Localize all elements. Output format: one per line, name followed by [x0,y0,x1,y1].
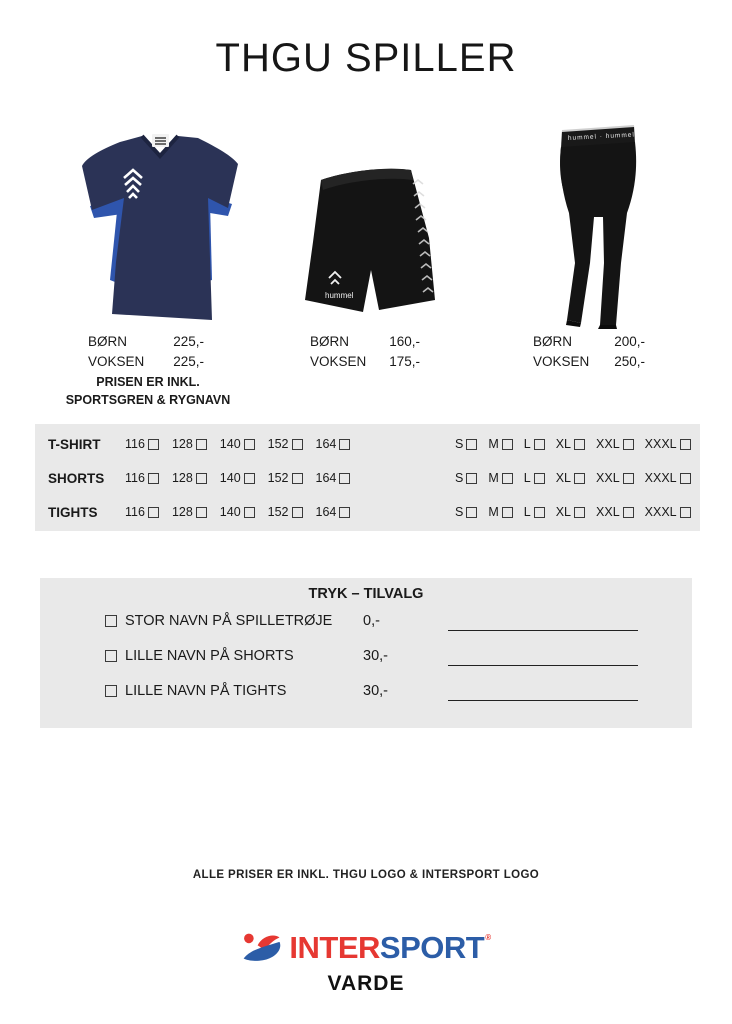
price-label: BØRN [533,334,573,349]
print-option-price: 30,- [363,648,388,664]
size-row-label: SHORTS [48,470,105,486]
footer-note: ALLE PRISER ER INKL. THGU LOGO & INTERSPORT LOGO [192,869,540,881]
checkbox-icon[interactable] [292,473,303,484]
checkbox-icon[interactable] [534,439,545,450]
checkbox-icon[interactable] [196,507,207,518]
intersport-swoosh-icon [241,930,283,966]
size-option[interactable]: 164 [316,471,351,485]
checkbox-icon[interactable] [292,507,303,518]
size-option[interactable]: XXXL [645,437,691,451]
checkbox-icon[interactable] [105,615,117,627]
size-option[interactable]: XL [556,505,585,519]
size-selection-table [35,424,700,531]
size-option[interactable]: 140 [220,505,255,519]
checkbox-icon[interactable] [680,439,691,450]
brand-word-inter: INTER [289,930,380,965]
price-row [310,332,420,352]
price-row [88,332,204,352]
size-option[interactable]: XXXL [645,505,691,519]
tights-product-image [524,113,672,332]
checkbox-icon[interactable] [534,507,545,518]
checkbox-icon[interactable] [680,507,691,518]
checkbox-icon[interactable] [574,507,585,518]
tights-price-block [533,332,645,372]
print-option-row [40,645,692,667]
checkbox-icon[interactable] [339,507,350,518]
checkbox-icon[interactable] [244,473,255,484]
print-option-label: STOR NAVN PÅ SPILLETRØJE [125,613,333,629]
price-value: 200,- [614,334,645,349]
kid-sizes-group [125,471,397,485]
tshirt-price-note [58,373,238,409]
checkbox-icon[interactable] [196,473,207,484]
size-option[interactable]: XL [556,471,585,485]
name-entry-line[interactable] [448,612,638,631]
print-option-price: 30,- [363,683,388,699]
checkbox-icon[interactable] [466,507,477,518]
shorts-product-image [283,150,459,334]
checkbox-icon[interactable] [534,473,545,484]
size-row-shorts [48,468,688,488]
size-option[interactable]: 164 [316,437,351,451]
checkbox-icon[interactable] [574,473,585,484]
shorts-price-block [310,332,420,372]
tshirt-price-block [88,332,204,372]
price-label: VOKSEN [533,354,590,369]
checkbox-icon[interactable] [466,439,477,450]
size-row-label: TIGHTS [48,504,98,520]
checkbox-icon[interactable] [148,507,159,518]
size-option[interactable]: 140 [220,471,255,485]
size-option[interactable]: XXL [596,471,634,485]
price-value: 250,- [614,354,645,369]
checkbox-icon[interactable] [623,473,634,484]
checkbox-icon[interactable] [196,439,207,450]
checkbox-icon[interactable] [623,439,634,450]
size-option[interactable]: XXL [596,437,634,451]
checkbox-icon[interactable] [244,507,255,518]
checkbox-icon[interactable] [339,439,350,450]
print-option-label: LILLE NAVN PÅ SHORTS [125,648,294,664]
checkbox-icon[interactable] [574,439,585,450]
size-option[interactable]: S [455,471,477,485]
checkbox-icon[interactable] [292,439,303,450]
size-option[interactable]: M [488,505,512,519]
size-option[interactable]: 116 [125,471,159,485]
name-entry-line[interactable] [448,682,638,701]
print-option-price: 0,- [363,613,380,629]
store-name: VARDE [327,972,405,995]
price-value: 175,- [389,354,420,369]
size-option[interactable]: S [455,505,477,519]
checkbox-icon[interactable] [623,507,634,518]
kid-sizes-group [125,505,397,519]
size-option[interactable]: 128 [172,437,207,451]
size-option[interactable]: L [524,471,545,485]
price-value: 160,- [389,334,420,349]
tshirt-product-image [62,112,258,330]
size-option[interactable]: M [488,437,512,451]
size-option[interactable]: 116 [125,505,159,519]
checkbox-icon[interactable] [502,439,513,450]
page-title: THGU SPILLER [215,36,517,80]
price-note-line2: SPORTSGREN & RYGNAVN [65,393,231,407]
checkbox-icon[interactable] [105,650,117,662]
brand-word-sport: SPORT [379,930,485,965]
price-note-line1: PRISEN ER INKL. [96,375,200,389]
price-label: BØRN [310,334,350,349]
checkbox-icon[interactable] [148,439,159,450]
size-option[interactable]: 152 [268,437,303,451]
checkbox-icon[interactable] [502,507,513,518]
price-value: 225,- [173,334,204,349]
size-option[interactable]: XL [556,437,585,451]
checkbox-icon[interactable] [680,473,691,484]
size-option[interactable]: 116 [125,437,159,451]
checkbox-icon[interactable] [502,473,513,484]
size-option[interactable]: M [488,471,512,485]
intersport-logo [0,930,732,996]
price-row [310,352,420,372]
checkbox-icon[interactable] [339,473,350,484]
kid-sizes-group [125,437,397,451]
price-row [533,332,645,352]
print-options-box [40,578,692,728]
checkbox-icon[interactable] [244,439,255,450]
print-option-row [40,610,692,632]
checkbox-icon[interactable] [105,685,117,697]
size-option[interactable]: 128 [172,505,207,519]
price-label: BØRN [88,334,128,349]
checkbox-icon[interactable] [466,473,477,484]
name-entry-line[interactable] [448,647,638,666]
adult-sizes-group [455,471,691,485]
size-row-tights [48,502,688,522]
size-option[interactable]: 140 [220,437,255,451]
size-option[interactable]: 164 [316,505,351,519]
svg-text:hummel · hummel: hummel · hummel [567,131,636,142]
size-option[interactable]: 128 [172,471,207,485]
size-option[interactable]: 152 [268,471,303,485]
print-option-label: LILLE NAVN PÅ TIGHTS [125,683,287,699]
size-option[interactable]: XXXL [645,471,691,485]
size-row-tshirt [48,434,688,454]
size-option[interactable]: XXL [596,505,634,519]
print-options-title: TRYK – TILVALG [308,586,424,602]
adult-sizes-group [455,505,691,519]
price-row [533,352,645,372]
size-option[interactable]: L [524,505,545,519]
price-row [88,352,204,372]
price-label: VOKSEN [88,354,145,369]
price-value: 225,- [173,354,204,369]
price-label: VOKSEN [310,354,367,369]
size-option[interactable]: 152 [268,505,303,519]
size-option[interactable]: L [524,437,545,451]
adult-sizes-group [455,437,691,451]
size-option[interactable]: S [455,437,477,451]
svg-text:hummel: hummel [325,291,354,300]
size-row-label: T-SHIRT [48,436,101,452]
checkbox-icon[interactable] [148,473,159,484]
registered-mark: ® [485,933,491,942]
print-option-row [40,680,692,702]
